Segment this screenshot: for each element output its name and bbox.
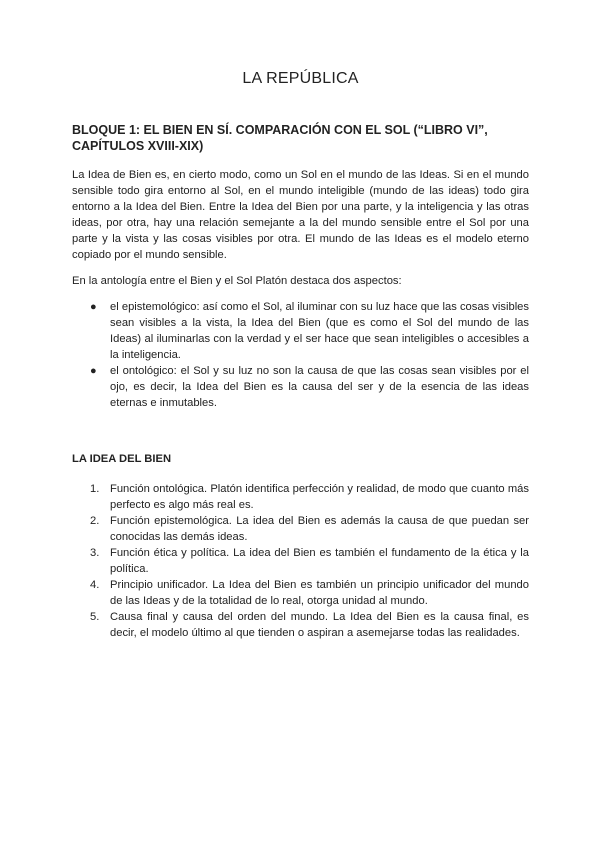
functions-list [72, 481, 529, 641]
list-item [90, 481, 529, 513]
section-heading: LA IDEA DEL BIEN [72, 453, 172, 465]
list-item [90, 609, 529, 641]
list-number: 1. [90, 483, 100, 495]
list-item-text: Causa final y causa del orden del mundo. La Idea del Bien es la causa final, es decir, el modelo último al que tienden o aspiran a asemejarse todas las realidades. [110, 611, 529, 639]
list-item-text: Función epistemológica. La idea del Bien es además la causa de que puedan ser conocidas las demás ideas. [110, 515, 529, 543]
page-title: LA REPÚBLICA [242, 70, 359, 87]
list-item-text: el ontológico: el Sol y su luz no son la causa de que las cosas sean visibles por el ojo, es decir, la Idea del Bien es la causa del ser y de la esencia de las ideas eternas e inmutables. [110, 365, 529, 409]
list-item [90, 513, 529, 545]
list-item [90, 545, 529, 577]
intro-paragraph: La Idea de Bien es, en cierto modo, como un Sol en el mundo de las Ideas. Si en el mundo sensible todo gira entorno al Sol, en el mundo inteligible (mundo de las ideas) todo gira entorno a la Idea del Bien. Entre la Idea del Bien por una parte, y la inteligencia y las otras ideas, por otra, hay una relación semejante a la del mundo sensible entre el Sol por una parte y la vista y las cosas visibles por otra. El mundo de las Ideas es el modelo eterno copiado por el mundo sensible. [72, 169, 529, 261]
bullet-icon: ● [90, 365, 97, 377]
list-item [90, 363, 529, 411]
list-item-text: Principio unificador. La Idea del Bien es también un principio unificador del mundo de las Ideas y de la totalidad de lo real, otorga unidad al mundo. [110, 579, 529, 607]
document-page [72, 70, 529, 641]
list-item [90, 299, 529, 363]
list-number: 2. [90, 515, 100, 527]
list-item-text: el epistemológico: así como el Sol, al iluminar con su luz hace que las cosas visibles sean visibles a la vista, la Idea del Bien (que es como el Sol del mundo de las Ideas) al iluminarlas con la verdad y el ser hace que sean inteligibles o accesibles a la inteligencia. [110, 301, 529, 361]
block-heading: BLOQUE 1: EL BIEN EN SÍ. COMPARACIÓN CON EL SOL (“LIBRO VI”, CAPÍTULOS XVIII-XIX) [72, 123, 488, 153]
list-item-text: Función ética y política. La idea del Bien es también el fundamento de la ética y la política. [110, 547, 529, 575]
list-item [90, 577, 529, 609]
list-item-text: Función ontológica. Platón identifica perfección y realidad, de modo que cuanto más perfecto es algo más real es. [110, 483, 529, 511]
list-number: 3. [90, 547, 100, 559]
aspects-paragraph: En la antología entre el Bien y el Sol Platón destaca dos aspectos: [72, 275, 402, 287]
aspects-list [72, 299, 529, 411]
list-number: 5. [90, 611, 100, 623]
bullet-icon: ● [90, 301, 97, 313]
list-number: 4. [90, 579, 100, 591]
